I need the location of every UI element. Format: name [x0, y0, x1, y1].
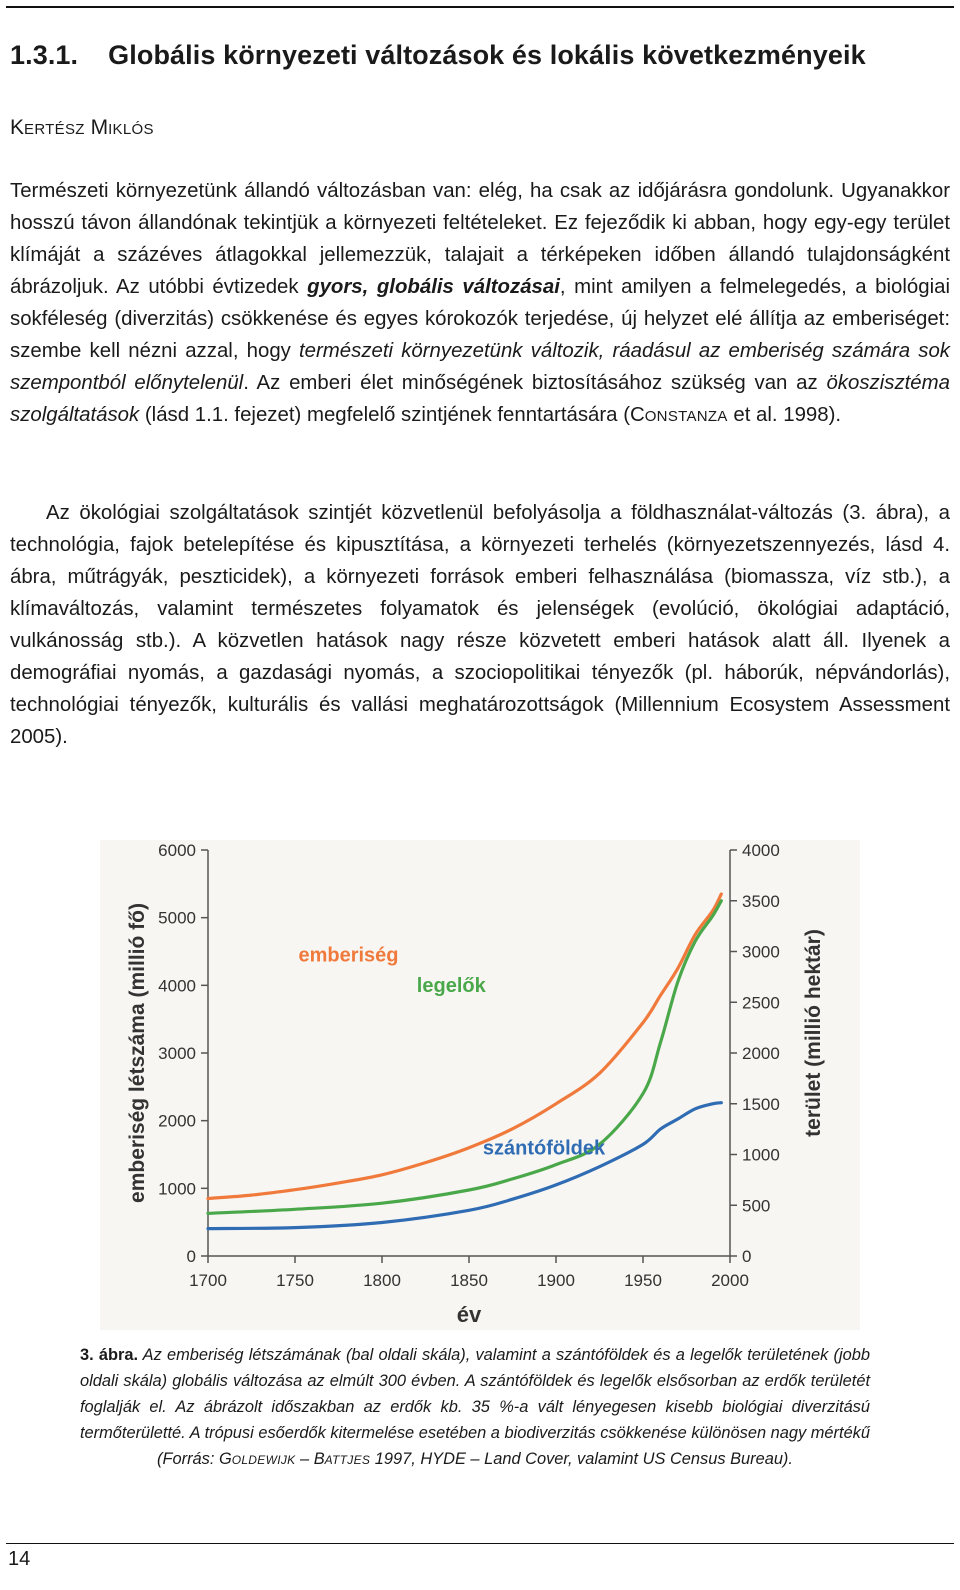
caption-ref1-rest: OLDEWIJK: [231, 1453, 296, 1467]
author-last-rest: IKLÓS: [108, 121, 154, 138]
y-right-tick-label: 2500: [742, 993, 780, 1013]
author-name: [10, 116, 154, 140]
y-left-tick-label: 4000: [158, 976, 196, 996]
y-right-tick-label: 3500: [742, 891, 780, 911]
y-left-tick-label: 3000: [158, 1044, 196, 1063]
series-label: emberiség: [298, 944, 399, 967]
x-tick-label: 1950: [624, 1271, 662, 1290]
section-title: Globális környezeti változások és lokális következményeik: [108, 40, 866, 70]
caption-text-2: 1997, HYDE – Land Cover, valamint US Census Bureau).: [370, 1450, 793, 1468]
y-left-tick-label: 0: [186, 1247, 196, 1266]
y-right-tick-label: 3000: [742, 942, 780, 962]
paragraph-1: [10, 175, 950, 433]
x-tick-label: 1900: [537, 1271, 575, 1290]
x-tick-label: 1750: [276, 1271, 314, 1290]
para1-emphasis: gyors, globális változásai: [307, 276, 560, 298]
paragraph-2: Az ökológiai szolgáltatások szintjét közvetlenül befolyásolja a földhasználat-változás (3. ábra), a technológia, fajok betelepítése és kipusztítása, a környezeti terhelés (környezetszennyezés, lásd 4. ábra, műtrágyák, peszticidek), a környezeti források emberi felhasználása (biomassza, víz stb.), a klímaváltozás, valamint természetes folyamatok és jelenségek (evolúció, ökológiai adaptáció, vulkánosság stb.). A közvetlen hatások nagy része közvetett emberi hatások alatt áll. Ilyenek a demográfiai nyomás, a gazdasági nyomás, a szociopolitikai tényezők (pl. háborúk, népvándorlás), technológiai tényezők, kulturális és vallási meghatározottságok (Millennium Ecosystem Assessment 2005).: [10, 502, 950, 748]
top-rule: [6, 6, 954, 8]
series-label: szántóföldek: [482, 1137, 606, 1160]
para1-text-2: , mint amilyen a felmelegedés, a biológiai sokféleség (diverzitás) csökkenése és egyes kórokozók terjedése, új helyzet elé állítja az emberiséget: szembe kell nézni azzal, hogy: [10, 276, 950, 362]
x-tick-label: 1800: [363, 1271, 401, 1290]
y-right-tick-label: 1000: [742, 1145, 780, 1165]
author-first-rest: ERTÉSZ: [24, 121, 85, 138]
figure-3: [100, 840, 860, 1330]
citation-rest: ONSTANZA: [644, 408, 728, 425]
y-right-tick-label: 1500: [742, 1094, 780, 1114]
land-use-chart: [100, 840, 860, 1330]
para1-italic-1: természeti környezetünk változik, ráadásul az emberiség számára sok szempontból előnytelenül: [10, 340, 950, 394]
x-tick-label: 2000: [711, 1271, 749, 1290]
para1-text-4: (lásd 1.1. fejezet) megfelelő szintjének fenntartására (: [139, 404, 630, 426]
bottom-rule: [6, 1543, 954, 1544]
y-right-tick-label: 500: [742, 1196, 771, 1216]
section-heading: [10, 40, 866, 71]
x-tick-label: 1850: [450, 1271, 488, 1290]
figure-caption: [80, 1342, 870, 1473]
caption-ref2-initial: B: [313, 1450, 325, 1468]
y-right-tick-label: 2000: [742, 1044, 780, 1063]
para1-italic-2: ökoszisztéma szolgáltatások: [10, 372, 950, 426]
author-last-initial: M: [90, 116, 109, 139]
y-left-tick-label: 2000: [158, 1111, 196, 1131]
y-left-tick-label: 5000: [158, 908, 196, 928]
x-tick-label: 1700: [189, 1271, 227, 1290]
y-right-tick-label: 4000: [742, 841, 780, 860]
section-number: 1.3.1.: [10, 40, 79, 70]
citation-initial: C: [629, 404, 645, 426]
y-left-axis-title: emberiség létszáma (millió fő): [126, 903, 149, 1203]
x-axis-title: év: [456, 1302, 482, 1327]
y-right-axis-title: terület (millió hektár): [802, 929, 825, 1137]
caption-text-1: Az emberiség létszámának (bal oldali skála), valamint a szántóföldek és a legelők területének (jobb oldali skála) globális változása az elmúlt 300 évben. A szántóföldek és legelők elsősorban az erdők területét foglalják el. Az ábrázolt időszakban az erdők kb. 35 %-a vált lényegesen kisebb biológiai diverzitású termőterületté. A trópusi esőerdők kitermelése esetében a biodiverzitás csökkenése különösen nagy mértékű (Forrás:: [80, 1346, 871, 1468]
para1-text-5: et al. 1998).: [727, 404, 842, 426]
author-initial: K: [10, 116, 25, 139]
series-label: legelők: [416, 975, 486, 998]
para1-text-1: Természeti környezetünk állandó változásban van: elég, ha csak az időjárásra gondolunk. Ugyanakkor hosszú távon állandónak tekintjük a környezeti feltételeket. Ez fejeződik ki abban, hogy egy-egy terület klímáját a százéves átlagokkal jellemezzük, talajait a térképeken időben állandó tulajdonságként ábrázoljuk. Az utóbbi évtizedek: [10, 180, 950, 298]
caption-label: 3. ábra.: [80, 1346, 139, 1364]
caption-ref1-initial: G: [218, 1450, 232, 1468]
para1-text-3: . Az emberi élet minőségének biztosításához szükség van az: [243, 372, 827, 394]
y-right-tick-label: 0: [742, 1247, 752, 1266]
caption-ref2-rest: ATTJES: [324, 1453, 371, 1467]
y-left-tick-label: 6000: [158, 841, 196, 860]
caption-dash: –: [295, 1450, 314, 1468]
y-left-tick-label: 1000: [158, 1179, 196, 1199]
page-number: 14: [8, 1548, 31, 1570]
